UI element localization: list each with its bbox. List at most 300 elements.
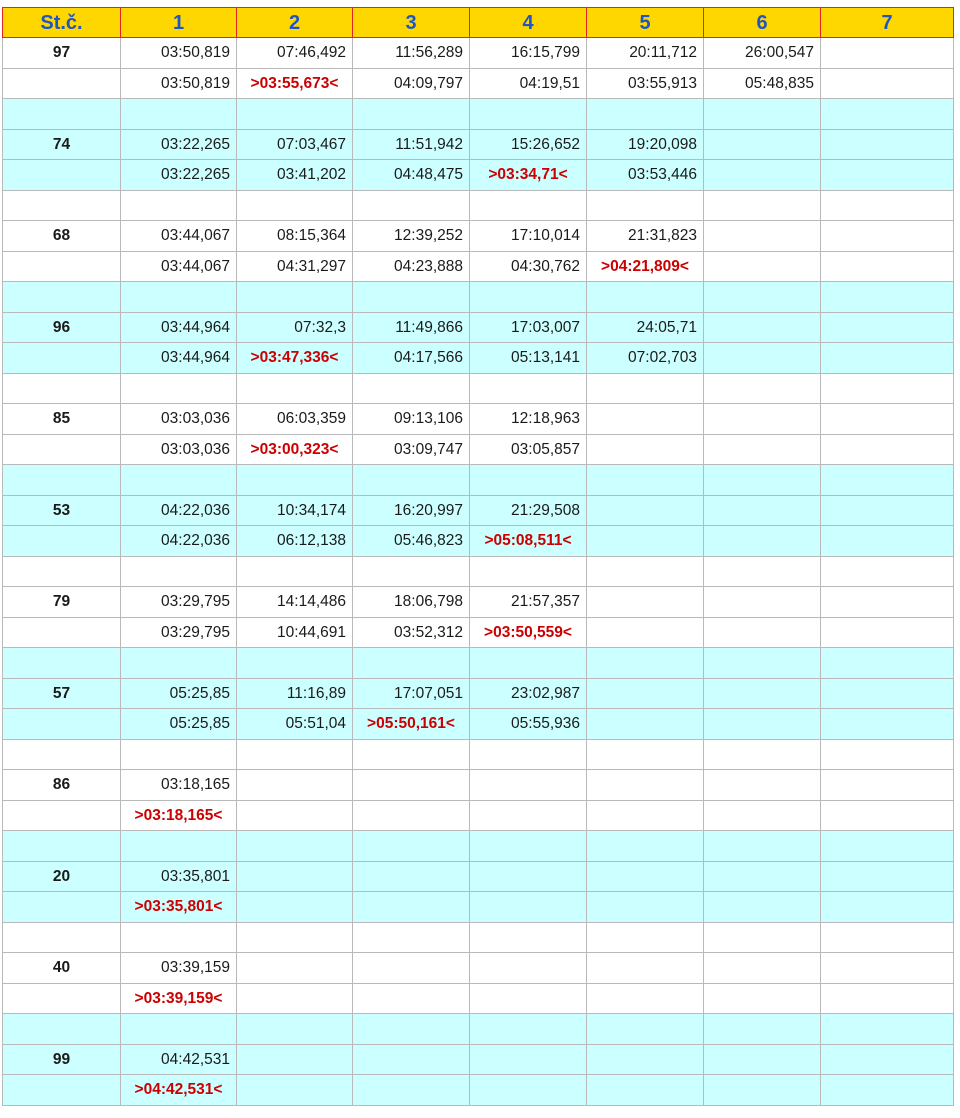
empty-cell — [3, 526, 121, 557]
spacer-row — [3, 556, 954, 587]
start-number-cell: 74 — [3, 129, 121, 160]
best-lap-cell: >03:55,673< — [237, 68, 353, 99]
lap-time-cell — [821, 251, 954, 282]
empty-cell — [3, 343, 121, 374]
total-time-cell — [587, 587, 704, 618]
lap-time-cell — [237, 800, 353, 831]
empty-cell — [3, 892, 121, 923]
total-time-cell: 11:49,866 — [353, 312, 470, 343]
start-number-cell: 53 — [3, 495, 121, 526]
total-time-cell — [704, 861, 821, 892]
start-number-cell: 40 — [3, 953, 121, 984]
table-row — [3, 495, 954, 526]
total-time-cell — [587, 1044, 704, 1075]
empty-cell — [3, 160, 121, 191]
lap-time-cell: 04:48,475 — [353, 160, 470, 191]
total-time-cell — [470, 1044, 587, 1075]
lap-time-cell: 03:44,067 — [121, 251, 237, 282]
total-time-cell: 03:35,801 — [121, 861, 237, 892]
total-time-cell: 12:39,252 — [353, 221, 470, 252]
lap-time-cell — [821, 68, 954, 99]
total-time-cell: 04:42,531 — [121, 1044, 237, 1075]
lap-time-cell — [821, 160, 954, 191]
empty-cell — [3, 983, 121, 1014]
lap-time-cell: 10:44,691 — [237, 617, 353, 648]
empty-cell — [353, 99, 470, 130]
lap-time-cell: 03:03,036 — [121, 434, 237, 465]
lap-time-cell — [821, 526, 954, 557]
empty-cell — [3, 556, 121, 587]
empty-cell — [121, 282, 237, 313]
lap-time-cell: 05:51,04 — [237, 709, 353, 740]
empty-cell — [587, 1014, 704, 1045]
total-time-cell: 10:34,174 — [237, 495, 353, 526]
empty-cell — [470, 1014, 587, 1045]
total-time-cell — [821, 1044, 954, 1075]
empty-cell — [121, 739, 237, 770]
total-time-cell: 21:29,508 — [470, 495, 587, 526]
empty-cell — [121, 1014, 237, 1045]
table-row — [3, 800, 954, 831]
empty-cell — [237, 190, 353, 221]
total-time-cell — [704, 953, 821, 984]
total-time-cell: 12:18,963 — [470, 404, 587, 435]
empty-cell — [3, 68, 121, 99]
lap-time-cell — [821, 343, 954, 374]
empty-cell — [470, 922, 587, 953]
empty-cell — [821, 831, 954, 862]
best-lap-cell: >04:21,809< — [587, 251, 704, 282]
lap-time-cell: 03:05,857 — [470, 434, 587, 465]
table-row — [3, 404, 954, 435]
empty-cell — [121, 465, 237, 496]
lap-time-cell: 04:19,51 — [470, 68, 587, 99]
spacer-row — [3, 465, 954, 496]
empty-cell — [3, 1075, 121, 1106]
total-time-cell — [821, 221, 954, 252]
lap-time-cell — [587, 983, 704, 1014]
empty-cell — [3, 373, 121, 404]
start-number-cell: 68 — [3, 221, 121, 252]
total-time-cell: 24:05,71 — [587, 312, 704, 343]
spacer-row — [3, 373, 954, 404]
lap-time-cell: 03:44,964 — [121, 343, 237, 374]
total-time-cell — [821, 404, 954, 435]
empty-cell — [587, 373, 704, 404]
empty-cell — [353, 556, 470, 587]
empty-cell — [3, 1014, 121, 1045]
lap-time-cell: 05:25,85 — [121, 709, 237, 740]
total-time-cell: 16:20,997 — [353, 495, 470, 526]
lap-time-cell — [587, 892, 704, 923]
empty-cell — [3, 739, 121, 770]
table-row — [3, 38, 954, 69]
lap-time-cell: 04:09,797 — [353, 68, 470, 99]
total-time-cell: 18:06,798 — [353, 587, 470, 618]
table-row — [3, 68, 954, 99]
lap-time-cell — [704, 434, 821, 465]
total-time-cell — [704, 221, 821, 252]
empty-cell — [704, 465, 821, 496]
lap-time-cell: 03:52,312 — [353, 617, 470, 648]
empty-cell — [121, 648, 237, 679]
lap-time-cell — [821, 617, 954, 648]
spacer-row — [3, 99, 954, 130]
total-time-cell — [587, 861, 704, 892]
total-time-cell — [353, 861, 470, 892]
total-time-cell: 21:57,357 — [470, 587, 587, 618]
empty-cell — [353, 1014, 470, 1045]
total-time-cell: 26:00,547 — [704, 38, 821, 69]
lap-time-cell — [587, 434, 704, 465]
total-time-cell — [704, 1044, 821, 1075]
best-lap-cell: >03:18,165< — [121, 800, 237, 831]
total-time-cell: 17:03,007 — [470, 312, 587, 343]
lap-time-cell: 04:23,888 — [353, 251, 470, 282]
table-row — [3, 953, 954, 984]
start-number-cell: 96 — [3, 312, 121, 343]
empty-cell — [821, 556, 954, 587]
spacer-row — [3, 190, 954, 221]
table-row — [3, 251, 954, 282]
empty-cell — [470, 648, 587, 679]
header-start-number: St.č. — [3, 8, 121, 38]
lap-time-cell — [704, 526, 821, 557]
table-row — [3, 678, 954, 709]
total-time-cell: 14:14,486 — [237, 587, 353, 618]
empty-cell — [821, 739, 954, 770]
total-time-cell: 09:13,106 — [353, 404, 470, 435]
total-time-cell — [821, 861, 954, 892]
total-time-cell: 20:11,712 — [587, 38, 704, 69]
empty-cell — [237, 99, 353, 130]
total-time-cell — [237, 953, 353, 984]
best-lap-cell: >03:34,71< — [470, 160, 587, 191]
total-time-cell — [821, 678, 954, 709]
empty-cell — [704, 739, 821, 770]
spacer-row — [3, 282, 954, 313]
start-number-cell: 57 — [3, 678, 121, 709]
empty-cell — [353, 373, 470, 404]
empty-cell — [470, 556, 587, 587]
empty-cell — [470, 99, 587, 130]
empty-cell — [237, 739, 353, 770]
header-row — [3, 8, 954, 38]
total-time-cell — [704, 770, 821, 801]
total-time-cell: 03:29,795 — [121, 587, 237, 618]
total-time-cell: 03:44,964 — [121, 312, 237, 343]
empty-cell — [237, 1014, 353, 1045]
empty-cell — [237, 556, 353, 587]
empty-cell — [821, 190, 954, 221]
lap-time-cell — [704, 709, 821, 740]
empty-cell — [704, 282, 821, 313]
header-lap-5: 5 — [587, 8, 704, 38]
total-time-cell — [587, 770, 704, 801]
total-time-cell: 16:15,799 — [470, 38, 587, 69]
empty-cell — [704, 922, 821, 953]
best-lap-cell: >05:50,161< — [353, 709, 470, 740]
total-time-cell — [821, 312, 954, 343]
lap-time-cell — [587, 709, 704, 740]
total-time-cell: 17:07,051 — [353, 678, 470, 709]
empty-cell — [3, 282, 121, 313]
total-time-cell — [704, 678, 821, 709]
total-time-cell — [704, 312, 821, 343]
empty-cell — [704, 1014, 821, 1045]
empty-cell — [3, 99, 121, 130]
empty-cell — [704, 831, 821, 862]
empty-cell — [353, 831, 470, 862]
empty-cell — [821, 99, 954, 130]
start-number-cell: 79 — [3, 587, 121, 618]
spacer-row — [3, 1014, 954, 1045]
empty-cell — [121, 556, 237, 587]
total-time-cell — [470, 953, 587, 984]
lap-time-cell — [704, 617, 821, 648]
empty-cell — [3, 922, 121, 953]
best-lap-cell: >03:47,336< — [237, 343, 353, 374]
total-time-cell — [470, 770, 587, 801]
table-row — [3, 617, 954, 648]
header-lap-7: 7 — [821, 8, 954, 38]
table-row — [3, 160, 954, 191]
empty-cell — [587, 190, 704, 221]
total-time-cell: 07:46,492 — [237, 38, 353, 69]
empty-cell — [470, 739, 587, 770]
best-lap-cell: >03:39,159< — [121, 983, 237, 1014]
total-time-cell — [821, 495, 954, 526]
empty-cell — [3, 800, 121, 831]
empty-cell — [237, 465, 353, 496]
total-time-cell — [821, 587, 954, 618]
empty-cell — [121, 190, 237, 221]
total-time-cell: 21:31,823 — [587, 221, 704, 252]
lap-time-cell — [353, 1075, 470, 1106]
table-row — [3, 587, 954, 618]
table-row — [3, 343, 954, 374]
lap-time-cell — [821, 892, 954, 923]
lap-time-cell — [353, 892, 470, 923]
lap-time-cell: 05:55,936 — [470, 709, 587, 740]
total-time-cell: 03:39,159 — [121, 953, 237, 984]
empty-cell — [3, 190, 121, 221]
table-body — [3, 8, 954, 1106]
lap-time-cell — [353, 800, 470, 831]
total-time-cell — [587, 953, 704, 984]
best-lap-cell: >03:00,323< — [237, 434, 353, 465]
table-row — [3, 526, 954, 557]
table-row — [3, 770, 954, 801]
table-row — [3, 221, 954, 252]
best-lap-cell: >03:35,801< — [121, 892, 237, 923]
empty-cell — [821, 922, 954, 953]
empty-cell — [470, 465, 587, 496]
total-time-cell — [704, 404, 821, 435]
total-time-cell: 11:16,89 — [237, 678, 353, 709]
total-time-cell — [353, 953, 470, 984]
start-number-cell: 99 — [3, 1044, 121, 1075]
lap-time-cell — [237, 983, 353, 1014]
lap-time-cell — [821, 434, 954, 465]
empty-cell — [470, 373, 587, 404]
empty-cell — [821, 1014, 954, 1045]
empty-cell — [587, 922, 704, 953]
lap-time-cell: 05:46,823 — [353, 526, 470, 557]
lap-time-cell: 04:17,566 — [353, 343, 470, 374]
lap-time-cell: 07:02,703 — [587, 343, 704, 374]
spacer-row — [3, 648, 954, 679]
lap-time-cell — [587, 617, 704, 648]
lap-time-cell — [470, 1075, 587, 1106]
spacer-row — [3, 922, 954, 953]
empty-cell — [353, 190, 470, 221]
total-time-cell: 06:03,359 — [237, 404, 353, 435]
empty-cell — [821, 465, 954, 496]
total-time-cell: 19:20,098 — [587, 129, 704, 160]
empty-cell — [3, 831, 121, 862]
total-time-cell: 03:18,165 — [121, 770, 237, 801]
header-lap-3: 3 — [353, 8, 470, 38]
empty-cell — [121, 373, 237, 404]
total-time-cell — [470, 861, 587, 892]
empty-cell — [353, 282, 470, 313]
empty-cell — [3, 465, 121, 496]
table-row — [3, 1075, 954, 1106]
header-lap-4: 4 — [470, 8, 587, 38]
total-time-cell — [587, 404, 704, 435]
header-lap-1: 1 — [121, 8, 237, 38]
empty-cell — [3, 648, 121, 679]
lap-time-cell — [704, 1075, 821, 1106]
lap-time-cell — [821, 1075, 954, 1106]
lap-time-cell — [237, 1075, 353, 1106]
total-time-cell: 03:44,067 — [121, 221, 237, 252]
empty-cell — [821, 282, 954, 313]
lap-time-cell: 06:12,138 — [237, 526, 353, 557]
empty-cell — [587, 99, 704, 130]
total-time-cell: 11:56,289 — [353, 38, 470, 69]
header-lap-2: 2 — [237, 8, 353, 38]
lap-time-cell: 04:22,036 — [121, 526, 237, 557]
total-time-cell: 08:15,364 — [237, 221, 353, 252]
header-lap-6: 6 — [704, 8, 821, 38]
empty-cell — [353, 739, 470, 770]
lap-time-cell: 04:31,297 — [237, 251, 353, 282]
total-time-cell: 07:03,467 — [237, 129, 353, 160]
start-number-cell: 86 — [3, 770, 121, 801]
total-time-cell: 15:26,652 — [470, 129, 587, 160]
empty-cell — [587, 556, 704, 587]
best-lap-cell: >05:08,511< — [470, 526, 587, 557]
empty-cell — [353, 922, 470, 953]
lap-time-cell: 03:09,747 — [353, 434, 470, 465]
total-time-cell: 05:25,85 — [121, 678, 237, 709]
start-number-cell: 20 — [3, 861, 121, 892]
best-lap-cell: >03:50,559< — [470, 617, 587, 648]
lap-time-cell — [821, 983, 954, 1014]
empty-cell — [3, 251, 121, 282]
empty-cell — [237, 373, 353, 404]
empty-cell — [587, 282, 704, 313]
empty-cell — [470, 831, 587, 862]
total-time-cell — [704, 587, 821, 618]
lap-time-cell: 03:55,913 — [587, 68, 704, 99]
lap-time-cell: 03:41,202 — [237, 160, 353, 191]
lap-time-cell: 03:22,265 — [121, 160, 237, 191]
total-time-cell: 03:03,036 — [121, 404, 237, 435]
empty-cell — [3, 617, 121, 648]
empty-cell — [704, 190, 821, 221]
total-time-cell — [587, 495, 704, 526]
empty-cell — [121, 831, 237, 862]
start-number-cell: 85 — [3, 404, 121, 435]
total-time-cell: 11:51,942 — [353, 129, 470, 160]
empty-cell — [353, 648, 470, 679]
total-time-cell — [237, 770, 353, 801]
lap-time-cell: 04:30,762 — [470, 251, 587, 282]
lap-time-cell — [470, 983, 587, 1014]
total-time-cell — [821, 953, 954, 984]
total-time-cell — [821, 38, 954, 69]
table-row — [3, 434, 954, 465]
empty-cell — [121, 922, 237, 953]
lap-time-cell: 05:48,835 — [704, 68, 821, 99]
table-row — [3, 312, 954, 343]
empty-cell — [237, 648, 353, 679]
lap-time-cell — [237, 892, 353, 923]
table-row — [3, 1044, 954, 1075]
total-time-cell — [237, 1044, 353, 1075]
empty-cell — [3, 434, 121, 465]
lap-time-cell — [821, 800, 954, 831]
table-row — [3, 983, 954, 1014]
lap-time-cell — [704, 160, 821, 191]
empty-cell — [353, 465, 470, 496]
table-row — [3, 892, 954, 923]
lap-time-cell — [353, 983, 470, 1014]
empty-cell — [821, 373, 954, 404]
empty-cell — [587, 465, 704, 496]
spacer-row — [3, 831, 954, 862]
empty-cell — [587, 648, 704, 679]
empty-cell — [587, 739, 704, 770]
empty-cell — [237, 282, 353, 313]
lap-time-cell — [587, 526, 704, 557]
lap-time-cell — [704, 251, 821, 282]
table-row — [3, 709, 954, 740]
empty-cell — [821, 648, 954, 679]
total-time-cell — [821, 770, 954, 801]
lap-time-cell: 05:13,141 — [470, 343, 587, 374]
lap-time-cell — [821, 709, 954, 740]
lap-time-cell — [704, 343, 821, 374]
total-time-cell — [704, 495, 821, 526]
best-lap-cell: >04:42,531< — [121, 1075, 237, 1106]
empty-cell — [587, 831, 704, 862]
lap-time-cell — [587, 1075, 704, 1106]
total-time-cell — [353, 1044, 470, 1075]
empty-cell — [704, 556, 821, 587]
empty-cell — [237, 831, 353, 862]
lap-time-cell — [704, 800, 821, 831]
table-row — [3, 129, 954, 160]
empty-cell — [704, 648, 821, 679]
lap-time-cell: 03:29,795 — [121, 617, 237, 648]
lap-time-cell — [704, 983, 821, 1014]
lap-times-table — [2, 7, 954, 1106]
lap-time-cell — [704, 892, 821, 923]
